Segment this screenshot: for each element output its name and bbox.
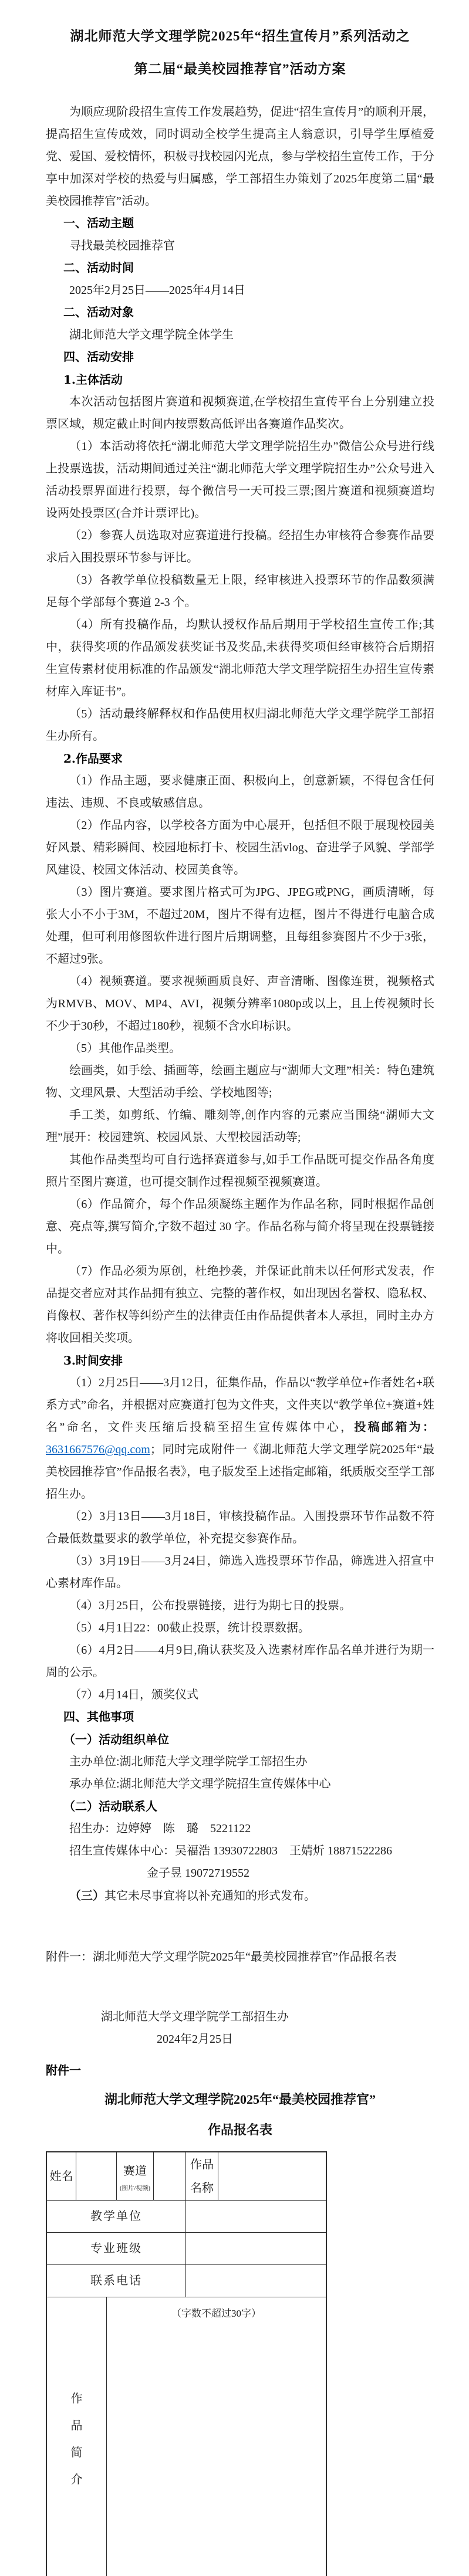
form-work-title-input-cell — [218, 2152, 326, 2201]
work-req-item-3: （3）图片赛道。要求图片格式可为JPG、JPEG或PNG，画质清晰，每张大小不小于3M，不超过20M，图片不得有边框，图片不得进行电脑合成处理，但可利用修图软件进行图片后期调整，且每组参赛图片不少于3张，不超过9张。 — [46, 886, 434, 966]
attachment-reference-line: 附件一：湖北师范大学文理学院2025年“最美校园推荐官”作品报名表 — [46, 1951, 397, 1964]
doc-title-line1: 湖北师范大学文理学院2025年“招生宣传月”系列活动之 — [70, 29, 410, 43]
subheading-main-activity: 1.主体活动 — [63, 373, 123, 387]
form-work-intro-label: 作品简介 — [70, 2392, 83, 2486]
schedule-item-5: （5）4月1日22：00截止投票，统计投票数据。 — [69, 1622, 310, 1634]
schedule-item-1 — [46, 1372, 434, 1505]
form-row-unit — [47, 2201, 326, 2233]
main-activity-item-3: （3）各教学单位投稿数量无上限，经审核进入投票环节的作品数须满足每个学部每个赛道 2-3 个。 — [46, 574, 434, 609]
schedule-item-3: （3）3月19日——3月24日，筛选入选投票环节作品，筛选进入招宣中心素材库作品。 — [46, 1555, 434, 1590]
work-req-item-5: （5）其他作品类型。 — [69, 1042, 181, 1055]
heading-other-matters: 四、其他事项 — [63, 1711, 134, 1724]
form-unit-input-cell — [186, 2201, 326, 2233]
heading-activity-arrangement: 四、活动安排 — [63, 351, 134, 364]
subheading-schedule: 3.时间安排 — [63, 1353, 123, 1367]
submission-email-link[interactable]: 3631667576@qq.com — [46, 1443, 150, 1456]
work-req-handcraft: 手工类，如剪纸、竹编、雕刻等,创作内容的元素应当围绕“湖师大文理”展开：校园建筑、校园风景、大型校园活动等; — [46, 1109, 434, 1144]
form-work-intro-input-cell — [107, 2297, 326, 2576]
heading-activity-target: 二、活动对象 — [63, 306, 134, 319]
form-track-note: (图片/视频) — [120, 2185, 150, 2192]
form-unit-label: 教学单位 — [90, 2210, 142, 2223]
work-req-painting: 绘画类，如手绘、插画等，绘画主题应与“湖师大文理”相关：特色建筑物、文理风景、大型活动手绘、学校地图等; — [46, 1064, 434, 1099]
form-track-label: 赛道 — [123, 2165, 147, 2178]
form-row-work-intro — [47, 2297, 326, 2576]
form-row-major — [47, 2233, 326, 2265]
contact-media-center: 招生宣传媒体中心：吴福浩 13930722803 王婧炘 18871522286 — [69, 1844, 392, 1857]
main-activity-intro: 本次活动包括图片赛道和视频赛道,在学校招生宣传平台上分别建立投票区域，规定截止时间内按票数高低评出各赛道作品奖次。 — [46, 395, 434, 431]
signature-block — [101, 2006, 289, 2050]
work-req-other-types: 其他作品类型均可自行选择赛道参与,如手工作品既可提交作品各角度照片至图片赛道，也可提交制作过程视频至视频赛道。 — [46, 1153, 434, 1189]
attachment-title-block — [46, 2084, 434, 2145]
main-activity-item-2: （2）参赛人员选取对应赛道进行投稿。经招生办审核符合参赛作品要求后入围投票环节参与评比。 — [46, 529, 434, 564]
work-req-item-7: （7）作品必须为原创，杜绝抄袭，并保证此前未以任何形式发表，作品提交者应对其作品拥有独立、完整的著作权，如出现因名誉权、隐私权、肖像权、著作权等纠纷产生的法律责任由作品提供者本人承担，同时主办方将收回相关奖项。 — [46, 1265, 434, 1345]
form-name-label: 姓名 — [49, 2169, 73, 2183]
schedule-item-2: （2）3月13日——3月18日，审核投稿作品。入围投票环节作品数不符合最低数量要求的教学单位，补充提交参赛作品。 — [46, 1510, 434, 1545]
form-major-label: 专业班级 — [90, 2242, 142, 2255]
activity-target-text: 湖北师范大学文理学院全体学生 — [69, 329, 234, 341]
form-phone-label: 联系电话 — [90, 2274, 142, 2287]
misc-note-label: （三） — [69, 1888, 104, 1903]
form-work-intro-hint: （字数不超过30字） — [171, 2308, 261, 2319]
activity-theme-text: 寻找最美校园推荐官 — [69, 239, 175, 252]
schedule-item-4: （4）3月25日，公布投票链接，进行为期七日的投票。 — [69, 1599, 351, 1612]
form-track-label-cell — [117, 2152, 154, 2201]
form-major-input-cell — [186, 2233, 326, 2265]
misc-note — [46, 1884, 434, 1907]
form-row-basic — [47, 2152, 326, 2201]
registration-form-table — [46, 2151, 327, 2576]
subheading-work-requirements: 2.作品要求 — [63, 752, 123, 766]
attachment-label: 附件一 — [46, 2064, 81, 2077]
subheading-contacts: （二）活动联系人 — [63, 1799, 157, 1813]
signature-date: 2024年2月25日 — [157, 2033, 233, 2046]
main-activity-item-4: （4）所有投稿作品，均默认授权作品后期用于学校招生宣传工作;其中，获得奖项的作品颁发获奖证书及奖品,未获得奖项但经审核符合后期招生宣传素材使用标准的作品颁发“湖北师范大学文理学院招生办招生宣传素材库入库证书”。 — [46, 618, 434, 698]
form-phone-label-cell — [47, 2265, 186, 2297]
signature-org: 湖北师范大学文理学院学工部招生办 — [101, 2010, 289, 2023]
form-track-input-cell — [154, 2152, 186, 2201]
heading-activity-time: 二、活动时间 — [63, 262, 134, 275]
activity-time-text: 2025年2月25日——2025年4月14日 — [69, 284, 245, 297]
form-work-intro-label-cell — [47, 2297, 107, 2576]
work-req-item-4: （4）视频赛道。要求视频画质良好、声音清晰、图像连贯，视频格式为RMVB、MOV、MP4、AVI，视频分辨率1080p或以上，且上传视频时长不少于30秒，不超过180秒，视频不含水印标识。 — [46, 975, 434, 1033]
form-work-title-label: 作品名称 — [190, 2158, 214, 2195]
work-req-item-6: （6）作品简介，每个作品须凝练主题作为作品名称，同时根据作品创意、亮点等,撰写简介,字数不超过 30 字。作品名称与简介将呈现在投票链接中。 — [46, 1198, 434, 1255]
main-activity-item-5: （5）活动最终解释权和作品使用权归湖北师范大学文理学院学工部招生办所有。 — [46, 708, 434, 743]
contact-admissions-office: 招生办：边婷婷 陈 璐 5221122 — [69, 1822, 251, 1835]
form-unit-label-cell — [47, 2201, 186, 2233]
subheading-organizers: （一）活动组织单位 — [63, 1732, 169, 1746]
host-unit-text: 主办单位:湖北师范大学文理学院学工部招生办 — [69, 1755, 308, 1768]
work-req-item-2: （2）作品内容，以学校各方面为中心展开，包括但不限于展现校园美好风景、精彩瞬间、校园地标打卡、校园生活vlog、奋进学子风貌、学部学风建设、校园文体活动、校园美食等。 — [46, 819, 434, 876]
attachment-title-line1: 湖北师范大学文理学院2025年“最美校园推荐官” — [104, 2092, 376, 2107]
intro-paragraph: 为顺应现阶段招生宣传工作发展趋势，促进“招生宣传月”的顺利开展，提高招生宣传成效，同时调动全校学生提高主人翁意识，引导学生厚植爱党、爱国、爱校情怀，积极寻找校园闪光点，参与学校招生宣传工作，于分享中加深对学校的热爱与归属感，学工部招生办策划了2025年度第二届“最美校园推荐官”活动。 — [46, 106, 434, 208]
misc-note-text: 其它未尽事宜将以补充通知的形式发布。 — [104, 1890, 316, 1903]
form-name-input-cell — [76, 2152, 117, 2201]
work-req-item-1: （1）作品主题，要求健康正面、积极向上，创意新颖，不得包含任何违法、违规、不良或敏感信息。 — [46, 774, 434, 810]
attachment-title-line2: 作品报名表 — [207, 2123, 272, 2137]
form-name-label-cell — [47, 2152, 76, 2201]
schedule-item-6: （6）4月2日——4月9日,确认获奖及入选素材库作品名单并进行为期一周的公示。 — [46, 1644, 434, 1679]
main-activity-item-1: （1）本活动将依托“湖北师范大学文理学院招生办”微信公众号进行线上投票选拔，活动期间通过关注“湖北师范大学文理学院招生办”公众号进入活动投票界面进行投票，每个微信号一天可投三票;图片赛道和视频赛道均设两处投票区(合并计票评比)。 — [46, 440, 434, 520]
undertaker-unit-text: 承办单位:湖北师范大学文理学院招生宣传媒体中心 — [69, 1778, 331, 1790]
submission-email-label: 投稿邮箱为： — [354, 1421, 434, 1434]
form-major-label-cell — [47, 2233, 186, 2265]
form-work-title-label-cell — [186, 2152, 218, 2201]
schedule-item-7: （7）4月14日，颁奖仪式 — [69, 1688, 198, 1701]
form-phone-input-cell — [186, 2265, 326, 2297]
schedule-item-1-pre: （1）2月25日——3月12日，征集作品，作品以“教学单位+作者姓名+联系方式”命名，并根据对应赛道打包为文件夹，文件夹以“教学单位+赛道+姓名”命名，文件夹压缩后投稿至招生宣传媒体中心， — [46, 1376, 434, 1434]
contact-media-center-2: 金子昱 19072719552 — [147, 1867, 249, 1880]
form-row-phone — [47, 2265, 326, 2297]
doc-title-block — [46, 20, 434, 86]
doc-title-line2: 第二届“最美校园推荐官”活动方案 — [134, 62, 346, 76]
schedule-item-1-post: ；同时完成附件一《湖北师范大学文理学院2025年“最美校园推荐官”作品报名表》，电子版发至上述指定邮箱，纸质版交至学工部招生办。 — [46, 1443, 434, 1501]
heading-activity-theme: 一、活动主题 — [63, 217, 134, 230]
